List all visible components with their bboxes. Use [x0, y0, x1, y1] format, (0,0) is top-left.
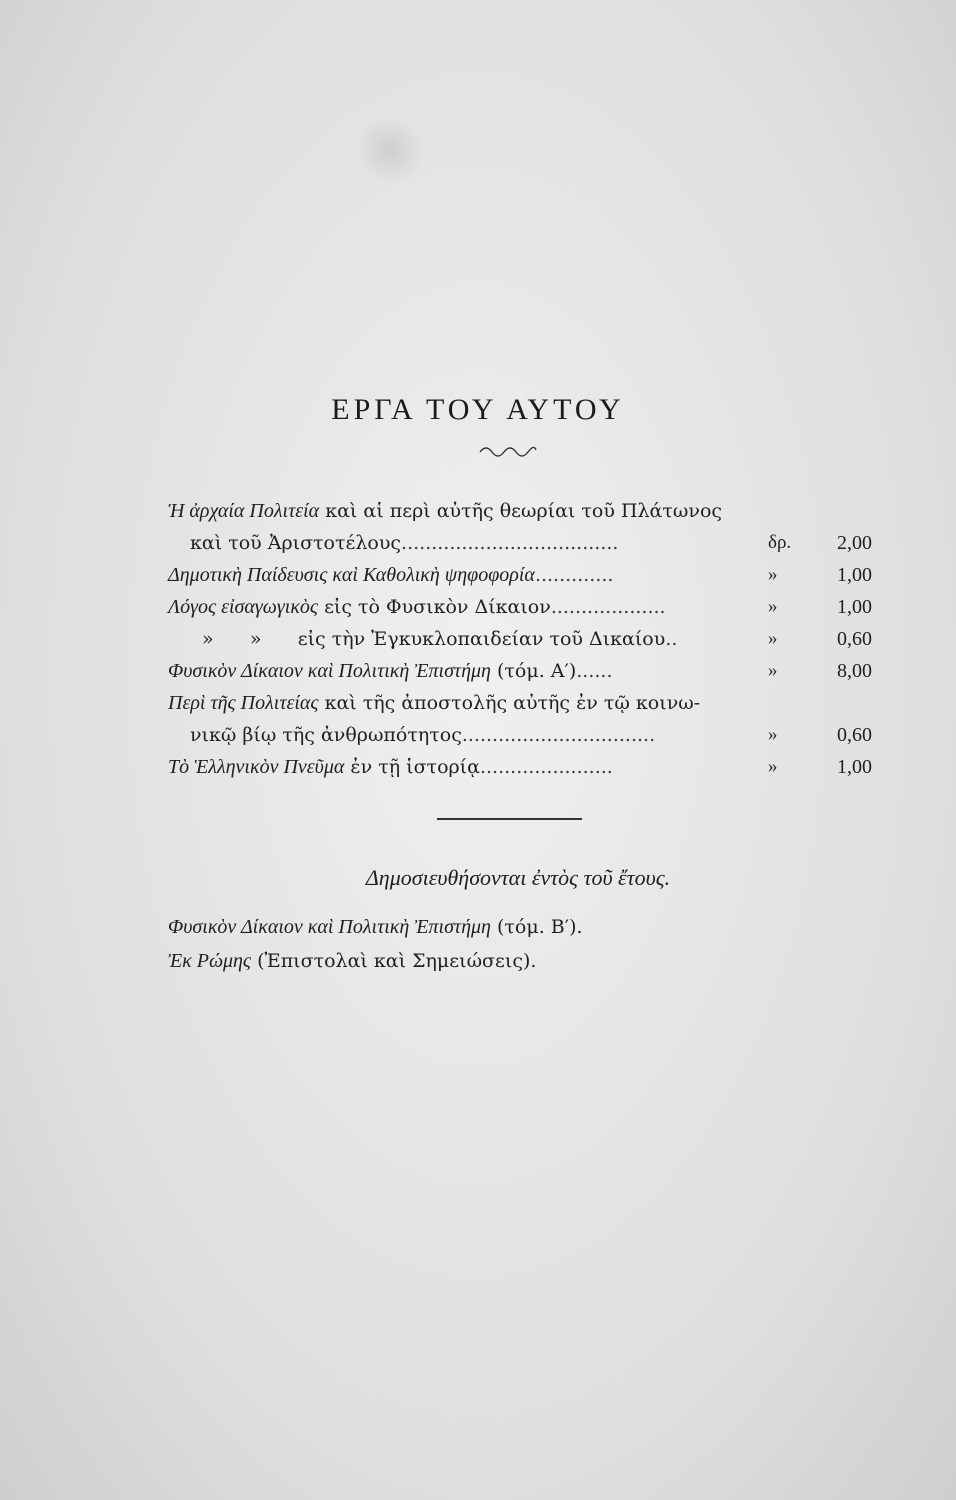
price: 0,60 [837, 628, 872, 650]
ditto-mark: » [768, 628, 778, 649]
work-title: Ἐκ Ρώμης [168, 950, 252, 972]
list-item [168, 719, 878, 751]
dot-leader: ................................ [461, 724, 656, 746]
list-item [168, 527, 878, 559]
work-text: εἰς τὸ Φυσικὸν Δίκαιον [318, 596, 551, 618]
ditto-mark: » [768, 564, 778, 585]
divider [437, 818, 582, 820]
work-text: (τόμ. Β′). [490, 916, 583, 938]
work-text: καὶ τῆς ἀποστολῆς αὐτῆς ἐν τῷ κοινω- [318, 692, 701, 714]
work-title: Φυσικὸν Δίκαιον καὶ Πολιτικὴ Ἐπιστήμη [168, 660, 491, 682]
list-item [168, 559, 878, 591]
list-item [168, 687, 878, 719]
price: 0,60 [837, 724, 872, 746]
forthcoming-heading: Δημοσιευθήσονται ἐντὸς τοῦ ἔτους. [365, 865, 671, 890]
tilde-flourish-icon [478, 440, 538, 460]
list-item [168, 495, 878, 527]
dot-leader: ................... [550, 596, 666, 618]
page-title: ΕΡΓΑ ΤΟΥ ΑΥΤΟΥ [331, 393, 625, 426]
work-text: (τόμ. Α′) [490, 660, 577, 682]
currency-mark: δρ. [768, 532, 792, 553]
ditto-mark: » [768, 756, 778, 777]
dot-leader: ...................... [479, 756, 613, 778]
price: 1,00 [837, 756, 872, 778]
price: 1,00 [837, 564, 872, 586]
work-title: Φυσικὸν Δίκαιον καὶ Πολιτικὴ Ἐπιστήμη [168, 916, 491, 938]
work-text: καὶ τοῦ Ἀριστοτέλους [190, 532, 402, 554]
ink-smudge [355, 115, 425, 185]
dot-leader: .................................... [401, 532, 619, 554]
work-title: Περὶ τῆς Πολιτείας [168, 692, 319, 714]
works-list [168, 495, 878, 783]
work-text: (Ἐπιστολαὶ καὶ Σημειώσεις). [251, 950, 537, 972]
list-item [168, 751, 878, 783]
list-item [168, 944, 583, 978]
work-title: Λόγος εἰσαγωγικὸς [168, 596, 319, 618]
list-item [168, 655, 878, 687]
list-item [168, 591, 878, 623]
ditto-mark: » [768, 660, 778, 681]
dot-leader: ...... [576, 660, 613, 682]
list-item [168, 910, 583, 944]
work-text: » » εἰς τὴν Ἐγκυκλοπαιδείαν τοῦ Δικαίου [202, 628, 666, 650]
work-title: Τὸ Ἑλληνικὸν Πνεῦμα [168, 756, 345, 778]
dot-leader: .. [665, 628, 678, 650]
work-text: νικῷ βίῳ τῆς ἀνθρωπότητος [190, 724, 462, 746]
work-title: Δημοτικὴ Παίδευσις καὶ Καθολικὴ ψηφοφορία [168, 564, 535, 586]
price: 2,00 [837, 532, 872, 554]
dot-leader: ............. [534, 564, 614, 586]
ditto-mark: » [768, 596, 778, 617]
price: 8,00 [837, 660, 872, 682]
price: 1,00 [837, 596, 872, 618]
list-item [168, 623, 878, 655]
work-title: Ἡ ἀρχαία Πολιτεία [168, 500, 320, 522]
ditto-mark: » [768, 724, 778, 745]
work-text: καὶ αἱ περὶ αὐτῆς θεωρίαι τοῦ Πλάτωνος [319, 500, 723, 522]
forthcoming-list [168, 910, 583, 978]
work-text: ἐν τῇ ἱστορίᾳ [344, 756, 480, 778]
